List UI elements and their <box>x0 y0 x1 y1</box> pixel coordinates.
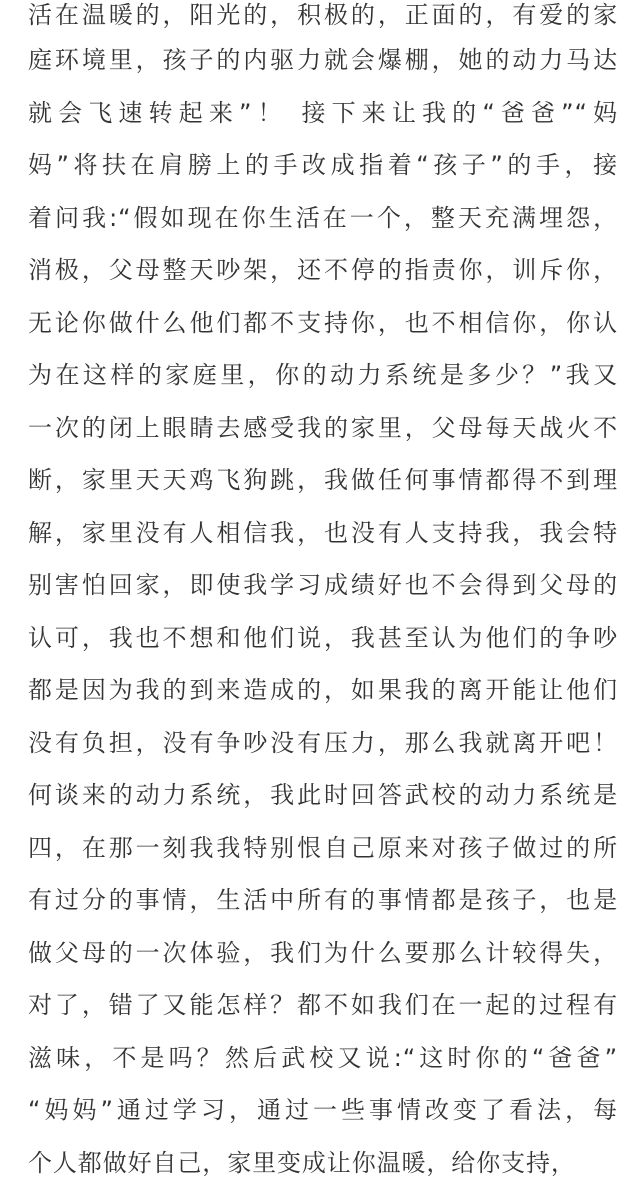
text-line: 就会飞速转起来”！ 接下来让我的“爸爸”“妈 <box>28 87 618 140</box>
text-line: 妈”将扶在肩膀上的手改成指着“孩子”的手，接 <box>28 139 618 192</box>
text-line: 没有负担，没有争吵没有压力，那么我就离开吧！ <box>28 717 618 770</box>
text-line: 做父母的一次体验，我们为什么要那么计较得失， <box>28 927 618 980</box>
text-line: 庭环境里，孩子的内驱力就会爆棚，她的动力马达 <box>28 34 618 87</box>
text-line: 认可，我也不想和他们说，我甚至认为他们的争吵 <box>28 612 618 665</box>
text-line: 个人都做好自己，家里变成让你温暖，给你支持， <box>28 1137 618 1189</box>
text-line: 滋味，不是吗？然后武校又说:“这时你的“爸爸” <box>28 1032 618 1085</box>
text-line: 一次的闭上眼睛去感受我的家里，父母每天战火不 <box>28 402 618 455</box>
text-line: 对了，错了又能怎样？都不如我们在一起的过程有 <box>28 979 618 1032</box>
text-line: 着问我:“假如现在你生活在一个，整天充满埋怨， <box>28 192 618 245</box>
text-line: “妈妈”通过学习，通过一些事情改变了看法，每 <box>28 1084 618 1137</box>
text-line: 何谈来的动力系统，我此时回答武校的动力系统是 <box>28 769 618 822</box>
text-line: 都是因为我的到来造成的，如果我的离开能让他们 <box>28 664 618 717</box>
text-line: 别害怕回家，即使我学习成绩好也不会得到父母的 <box>28 559 618 612</box>
text-line: 有过分的事情，生活中所有的事情都是孩子，也是 <box>28 874 618 927</box>
text-line: 断，家里天天鸡飞狗跳，我做任何事情都得不到理 <box>28 454 618 507</box>
text-line: 活在温暖的，阳光的，积极的，正面的，有爱的家 <box>28 0 618 34</box>
text-line: 无论你做什么他们都不支持你，也不相信你，你认 <box>28 297 618 350</box>
article-body <box>28 0 618 1189</box>
text-line: 消极，父母整天吵架，还不停的指责你，训斥你， <box>28 244 618 297</box>
text-line: 解，家里没有人相信我，也没有人支持我，我会特 <box>28 507 618 560</box>
text-line: 四，在那一刻我我特别恨自己原来对孩子做过的所 <box>28 822 618 875</box>
text-line: 为在这样的家庭里，你的动力系统是多少？”我又 <box>28 349 618 402</box>
